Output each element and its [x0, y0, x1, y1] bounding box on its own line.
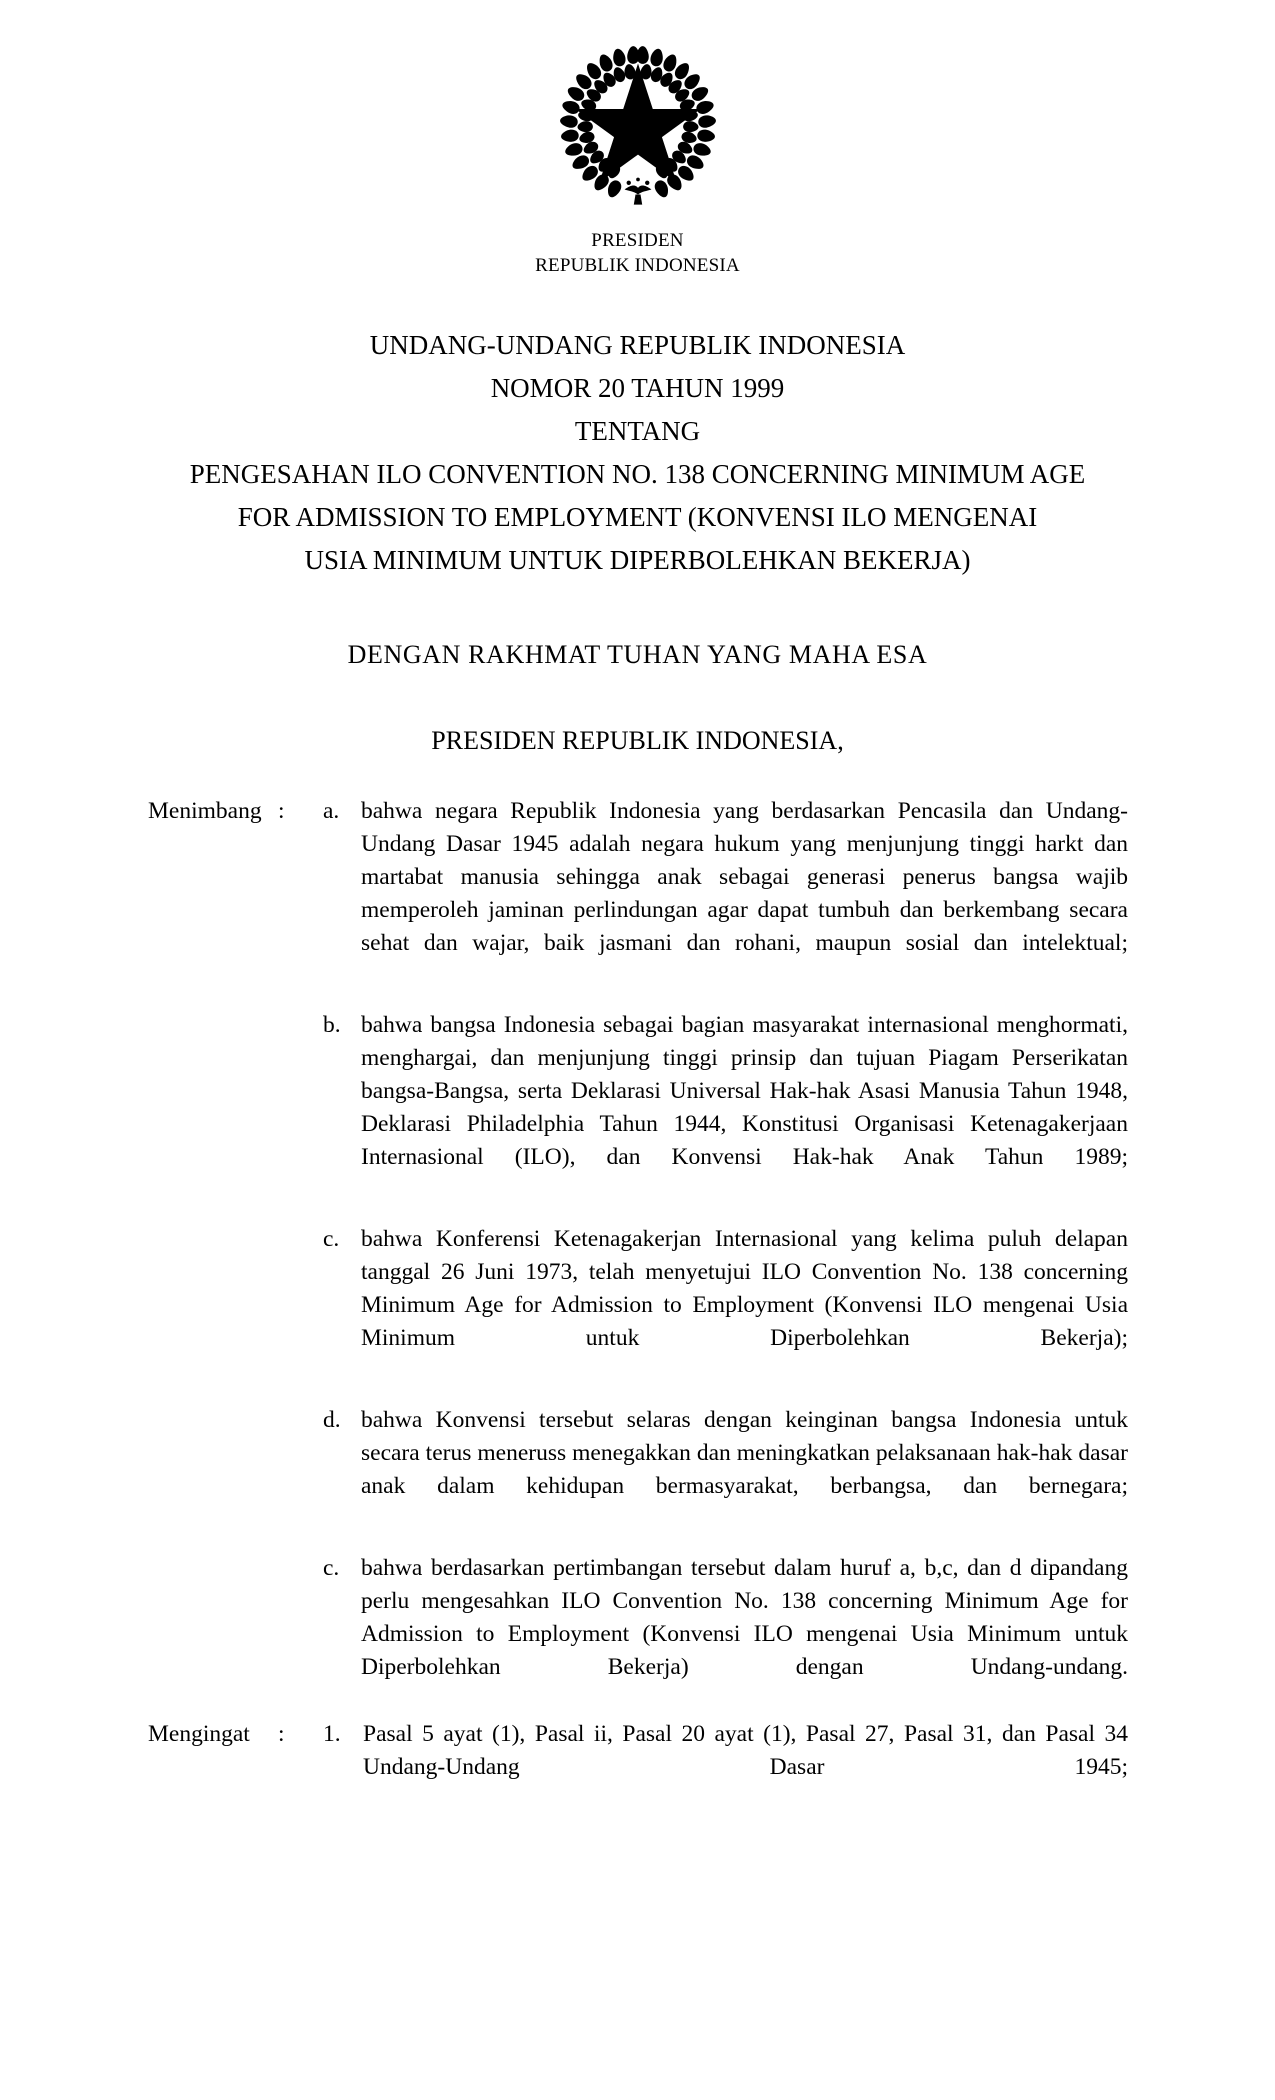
mengingat-item-marker: 1. [323, 1721, 341, 1747]
header-line-republik-indonesia: REPUBLIK INDONESIA [535, 255, 740, 276]
document-subject [0, 453, 1275, 582]
menimbang-item-text: bahwa Konvensi tersebut selaras dengan keinginan bangsa Indonesia untuk secara terus meneruss menegakkan dan meningkatkan pelaksanaan hak-hak dasar anak dalam kehidupan bermasyarakat, berbangsa, dan bernegara; [361, 1407, 1128, 1499]
subject-line-1: PENGESAHAN ILO CONVENTION NO. 138 CONCERNING MINIMUM AGE [189, 459, 1086, 489]
invocation-line: DENGAN RAKHMAT TUHAN YANG MAHA ESA [347, 640, 928, 669]
mengingat-label: Mengingat [148, 1721, 250, 1747]
menimbang-section [148, 795, 1128, 1717]
title-line-1: UNDANG-UNDANG REPUBLIK INDONESIA [369, 330, 906, 360]
mengingat-item [323, 1718, 1128, 1817]
menimbang-item-marker: c. [323, 1555, 340, 1581]
emblem-container [0, 40, 1275, 208]
menimbang-item-text: bahwa Konferensi Ketenagakerjan Internasional yang kelima puluh delapan tanggal 26 Juni 1973, telah menyetujui ILO Convention No. 138 concerning Minimum Age for Admission to Employment (Konvensi ILO mengenai Usia Minimum untuk Diperbolehkan Bekerja); [361, 1226, 1128, 1351]
menimbang-item-marker: a. [323, 798, 340, 824]
document-header-caption [0, 228, 1275, 278]
title-line-tentang: TENTANG [574, 416, 701, 446]
president-signature-heading: PRESIDEN REPUBLIK INDONESIA, [431, 726, 844, 755]
menimbang-item-marker: c. [323, 1226, 340, 1252]
menimbang-row [148, 795, 1128, 1717]
menimbang-items [323, 795, 1128, 1717]
mengingat-colon: : [278, 1721, 285, 1747]
header-line-presiden: PRESIDEN [591, 230, 684, 251]
menimbang-item-text: bahwa bangsa Indonesia sebagai bagian masyarakat internasional menghormati, menghargai, dan menjunjung tinggi prinsip dan tujuan Piagam Perserikatan bangsa-Bangsa, serta Deklarasi Universal Hak-hak Asasi Manusia Tahun 1948, Deklarasi Philadelphia Tahun 1944, Konstitusi Organisasi Ketenagakerjaan Internasional (ILO), dan Konvensi Hak-hak Anak Tahun 1989; [361, 1012, 1128, 1170]
menimbang-item-text: bahwa berdasarkan pertimbangan tersebut dalam huruf a, b,c, dan d dipandang perlu mengesahkan ILO Convention No. 138 concerning Minimum Age for Admission to Employment (Konvensi ILO mengenai Usia Minimum untuk Diperbolehkan Bekerja) dengan Undang-undang. [361, 1555, 1128, 1680]
menimbang-item [323, 1223, 1128, 1388]
mengingat-section [148, 1718, 1128, 1817]
menimbang-item-marker: b. [323, 1012, 341, 1038]
subject-line-3: USIA MINIMUM UNTUK DIPERBOLEHKAN BEKERJA) [304, 545, 971, 575]
title-line-number: NOMOR 20 TAHUN 1999 [490, 373, 785, 403]
menimbang-colon: : [278, 798, 285, 824]
menimbang-item-text: bahwa negara Republik Indonesia yang berdasarkan Pencasila dan Undang-Undang Dasar 1945 adalah negara hukum yang menjunjung tinggi harkt dan martabat manusia sehingga anak sebagai generasi penerus bangsa wajib memperoleh jaminan perlindungan agar dapat tumbuh dan berkembang secara sehat dan wajar, baik jasmani dan rohani, maupun sosial dan intelektual; [361, 798, 1128, 956]
mengingat-item-text: Pasal 5 ayat (1), Pasal ii, Pasal 20 ayat (1), Pasal 27, Pasal 31, dan Pasal 34 Undang-Undang Dasar 1945; [363, 1721, 1128, 1780]
menimbang-label: Menimbang [148, 798, 262, 824]
subject-line-2: FOR ADMISSION TO EMPLOYMENT (KONVENSI ILO MENGENAI [237, 502, 1038, 532]
menimbang-item [323, 795, 1128, 993]
menimbang-item [323, 1404, 1128, 1536]
menimbang-item-marker: d. [323, 1407, 341, 1433]
mengingat-row [148, 1718, 1128, 1817]
indonesia-presidential-star-wreath-emblem [552, 40, 724, 208]
document-title [0, 324, 1275, 453]
menimbang-item [323, 1009, 1128, 1207]
menimbang-item [323, 1552, 1128, 1717]
mengingat-items [323, 1718, 1128, 1817]
